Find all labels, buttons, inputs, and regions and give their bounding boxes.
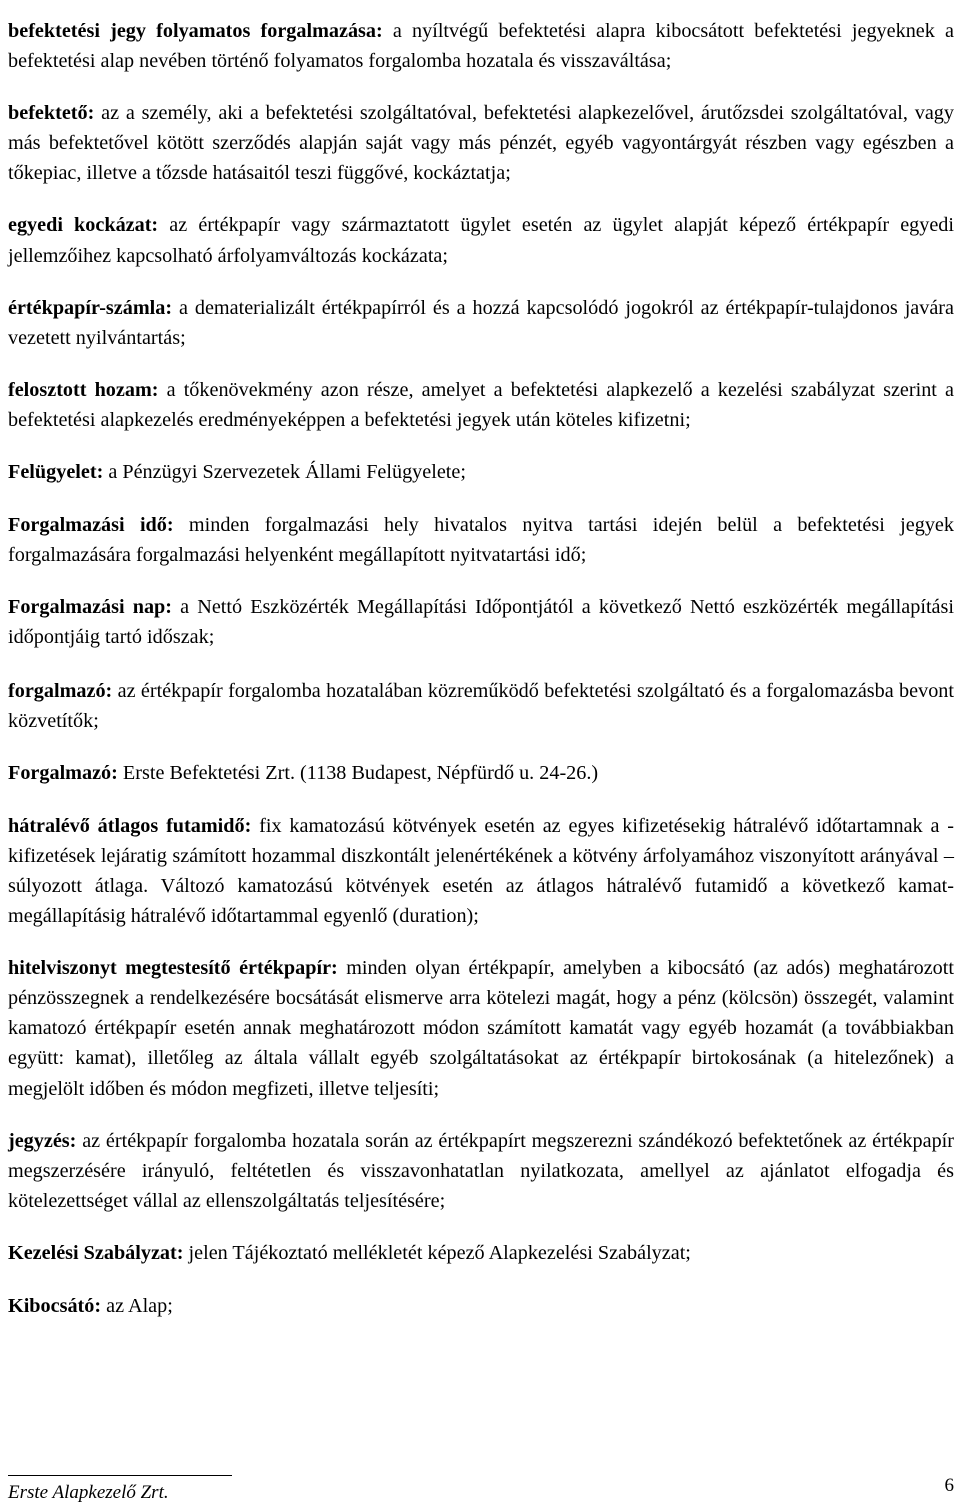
definition-felosztott-hozam [8, 375, 954, 435]
definition-term: Felügyelet: [8, 461, 104, 484]
definition-ertekpapir-szamla [8, 293, 954, 353]
definition-term: Forgalmazó: [8, 761, 118, 784]
page-footer [8, 1475, 954, 1507]
definition-term: befektető: [8, 102, 95, 125]
definition-text: az értékpapír forgalomba hozatalában közreműködő befektetési szolgáltató és a forgalomazásba bevont közvetítők; [8, 679, 954, 732]
definition-text: Erste Befektetési Zrt. (1138 Budapest, Népfürdő u. 24-26.) [117, 761, 599, 784]
definition-text: fix kamatozású kötvények esetén az egyes kifizetésekig hátralévő időtartamnak a - kifizetések lejáratig számított hozammal diszkontált jelenértékének a kötvény árfolyamához viszonyított arányával – súlyozott átlaga. Változó kamatozású kötvények esetén az átlagos hátralévő futamidő a következő kamat-megállapításig hátralévő időtartammal egyenlő (duration); [8, 814, 954, 928]
page-number: 6 [944, 1475, 954, 1496]
definition-forgalmazasi-ido [8, 510, 954, 570]
definition-term: Kezelési Szabályzat: [8, 1241, 184, 1264]
definition-term: Kibocsátó: [8, 1295, 102, 1317]
definition-befekteto [8, 98, 954, 188]
definition-forgalmazo [8, 676, 954, 736]
definition-term: Forgalmazási nap: [8, 596, 173, 619]
definition-text: minden forgalmazási hely hivatalos nyitva tartási idején belül a befektetési jegyek forgalmazására forgalmazási helyenként megállapított nyitvatartási idő; [8, 514, 954, 567]
definition-hatralevo-atlagos-futamido [8, 811, 954, 931]
definition-forgalmazasi-nap [8, 592, 954, 652]
definition-text: jelen Tájékoztató mellékletét képező Alapkezelési Szabályzat; [183, 1241, 691, 1264]
definition-felugyelet [8, 457, 954, 487]
definition-term: egyedi kockázat: [8, 214, 159, 237]
definition-term: felosztott hozam: [8, 378, 159, 401]
footer-divider [8, 1475, 232, 1476]
definition-text: az Alap; [101, 1295, 173, 1317]
definition-text: a dematerializált értékpapírról és a hozzá kapcsolódó jogokról az értékpapír-tulajdonos javára vezetett nyilvántartás; [8, 296, 954, 349]
definition-text: a tőkenövekmény azon része, amelyet a befektetési alapkezelő a kezelési szabályzat szerint a befektetési alapkezelés eredményeképpen a befektetési jegyek után köteles kifizetni; [8, 378, 954, 431]
definition-term: hitelviszonyt megtestesítő értékpapír: [8, 957, 338, 980]
definition-egyedi-kockazat [8, 210, 954, 270]
definition-kibocsato [8, 1291, 954, 1321]
definition-befektetesi-jegy-folyamatos-forgalmazasa [8, 16, 954, 76]
definition-term: hátralévő átlagos futamidő: [8, 814, 252, 837]
definition-text: a nyíltvégű befektetési alapra kibocsátott befektetési jegyeknek a befektetési alap nevében történő folyamatos forgalomba hozatala és visszaváltása; [8, 20, 954, 73]
document-page [8, 16, 954, 1321]
definition-text: az a személy, aki a befektetési szolgáltatóval, befektetési alapkezelővel, árutőzsdei szolgáltatóval, vagy más befektetővel kötött szerződés alapján saját vagy más pénzét, egyéb vagyontárgyát részben vagy egészben a tőkepiac, illetve a tőzsde hatásaitól teszi függővé, kockáztatja; [8, 102, 954, 185]
definition-forgalmazo-entity [8, 758, 954, 788]
definition-text: az értékpapír vagy származtatott ügylet esetén az ügylet alapját képező értékpapír egyedi jellemzőihez kapcsolható árfolyamváltozás kockázata; [8, 214, 954, 267]
footer-company-name: Erste Alapkezelő Zrt. [8, 1482, 169, 1503]
definition-term: befektetési jegy folyamatos forgalmazása: [8, 20, 383, 42]
definition-hitelviszonyt-megtestesito-ertekpapir [8, 953, 954, 1103]
definition-text: a Nettó Eszközérték Megállapítási Időpontjától a következő Nettó eszközérték megállapítási időpontjáig tartó időszak; [8, 596, 954, 649]
definition-term: Forgalmazási idő: [8, 514, 174, 537]
definition-term: értékpapír-számla: [8, 296, 173, 319]
definition-kezelesi-szabalyzat [8, 1238, 954, 1268]
definition-jegyzes [8, 1126, 954, 1216]
definition-text: az értékpapír forgalomba hozatala során az értékpapírt megszerezni szándékozó befektetőnek az értékpapír megszerzésére irányuló, feltétetlen és visszavonhatatlan nyilatkozata, amellyel az ajánlatot elfogadja és kötelezettséget vállal az ellenszolgáltatás teljesítésére; [8, 1129, 954, 1212]
definition-text: a Pénzügyi Szervezetek Állami Felügyelete; [103, 461, 466, 484]
definition-term: forgalmazó: [8, 679, 113, 702]
definition-text: minden olyan értékpapír, amelyben a kibocsátó (az adós) meghatározott pénzösszegnek a rendelkezésére bocsátását elismerve arra kötelezi magát, hogy a pénz (kölcsön) összegét, valamint kamatozó értékpapír esetén annak meghatározott módon számított kamatát vagy egyéb hozamát (a továbbiakban együtt: kamat), illetőleg az általa vállalt egyéb szolgáltatásokat az értékpapír birtokosának (a hitelezőnek) a megjelölt időben és módon megfizeti, illetve teljesíti; [8, 957, 954, 1100]
definition-term: jegyzés: [8, 1129, 77, 1152]
